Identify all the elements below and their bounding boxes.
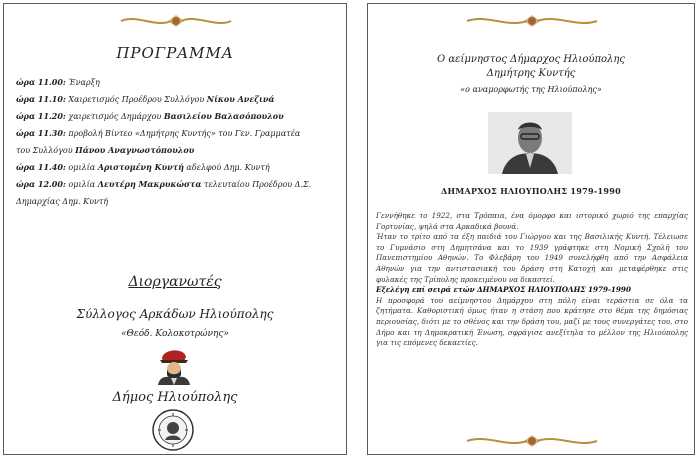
organizer-name: Σύλλογος Αρκάδων Ηλιούπολης: [76, 307, 274, 321]
program-page: [3, 3, 347, 455]
program-item-continued: Δημαρχίας Δημ. Κυντή: [16, 197, 109, 206]
program-item: ώρα 11.20: χαιρετισμός Δημάρχου Βασιλείου Βαλασόπουλου: [16, 111, 284, 121]
municipality-seal-icon: [151, 408, 195, 452]
bio-heading-subtitle: «ο αναμορφωτής της Ηλιούπολης»: [460, 85, 602, 94]
kolokotronis-emblem-icon: [154, 345, 192, 385]
program-item: ώρα 11.30: προβολή Βίντεο «Δημήτρης Κυντής» του Γεν. Γραμματέα: [16, 128, 301, 138]
organizer-subtitle: «Θεόδ. Κολοκοτρώνης»: [121, 329, 229, 339]
mayor-term-heading: ΔΗΜΑΡΧΟΣ ΗΛΙΟΥΠΟΛΗΣ 1979-1990: [441, 186, 621, 196]
program-item: ώρα 12.00: ομιλία Λευτέρη Μακρυκώστα τελευταίου Προέδρου Δ.Σ.: [16, 179, 312, 189]
biography-page: [367, 3, 695, 455]
bio-paragraph: Ήταν το τρίτο από τα έξη παιδιά του Γιώργου και της Βασιλικής Κυντή. Τέλειωσε το Γυμνάσιο στη Δημητσάνα και το 1939 γράφτηκε στη Νομική Σχολή του Πανεπιστημίου Αθηνών. Το Φλεβάρη του 1949 συνελήφθη από την Ασφάλεια Αθηνών για την αντιστασιακή του δράση στη Κατοχή και μεταφέρθηκε στις φυλακές της Τρίπολης προκειμένου να δικαστεί.: [376, 232, 688, 284]
mayor-portrait-photo: [488, 112, 572, 174]
program-item: ώρα 11.40: ομιλία Αριστομένη Κυντή αδελφού Δημ. Κυντή: [16, 162, 270, 172]
program-item-continued: του Συλλόγου Πάνου Αναγνωστόπουλου: [16, 145, 195, 155]
ornament-top-right: [462, 14, 602, 28]
ornament-top-left: [116, 14, 236, 28]
bio-election-line: Εξελέγη επί σειρά ετών ΔΗΜΑΡΧΟΣ ΗΛΙΟΥΠΟΛΗΣ 1979-1990: [376, 285, 631, 295]
bio-heading-name: Δημήτρης Κυντής: [486, 68, 576, 79]
bio-paragraph: Γεννήθηκε το 1922, στα Τρόπαια, ένα όμορφο και ιστορικό χωριό της επαρχίας Γορτυνίας, ψηλά στα Αρκαδικά βουνά.: [376, 211, 688, 231]
ornament-bottom-right: [462, 434, 602, 448]
municipality-name: Δήμος Ηλιούπολης: [112, 390, 238, 405]
biography-text: [376, 211, 688, 349]
organizers-heading: Διοργανωτές: [128, 274, 222, 290]
program-item: ώρα 11.10: Χαιρετισμός Προέδρου Συλλόγου Νίκου Ανεζινά: [16, 94, 275, 104]
program-list: [16, 74, 336, 210]
program-item: ώρα 11.00: Έναρξη: [16, 77, 100, 87]
bio-paragraph: Η προσφορά του αείμνηστου Δημάρχου στη πόλη είναι τεράστια σε όλα τα ζητήματα. Καθοριστική όμως ήταν η στάση που κράτησε στο θέμα της δημόσιας περιουσίας, διότι με το σθένος και την δράση του, μαζί με τους συνεργάτες του, στο Δήμο και τη Δημοκρατική Ένωση, σφράγισε ανεξίτηλα το μέλλον της Ηλιούπολης για τις επόμενες δεκαετίες.: [376, 295, 688, 348]
bio-heading-line1: Ο αείμνηστος Δήμαρχος Ηλιούπολης: [437, 54, 625, 65]
program-title: ΠΡΟΓΡΑΜΜΑ: [116, 44, 234, 62]
